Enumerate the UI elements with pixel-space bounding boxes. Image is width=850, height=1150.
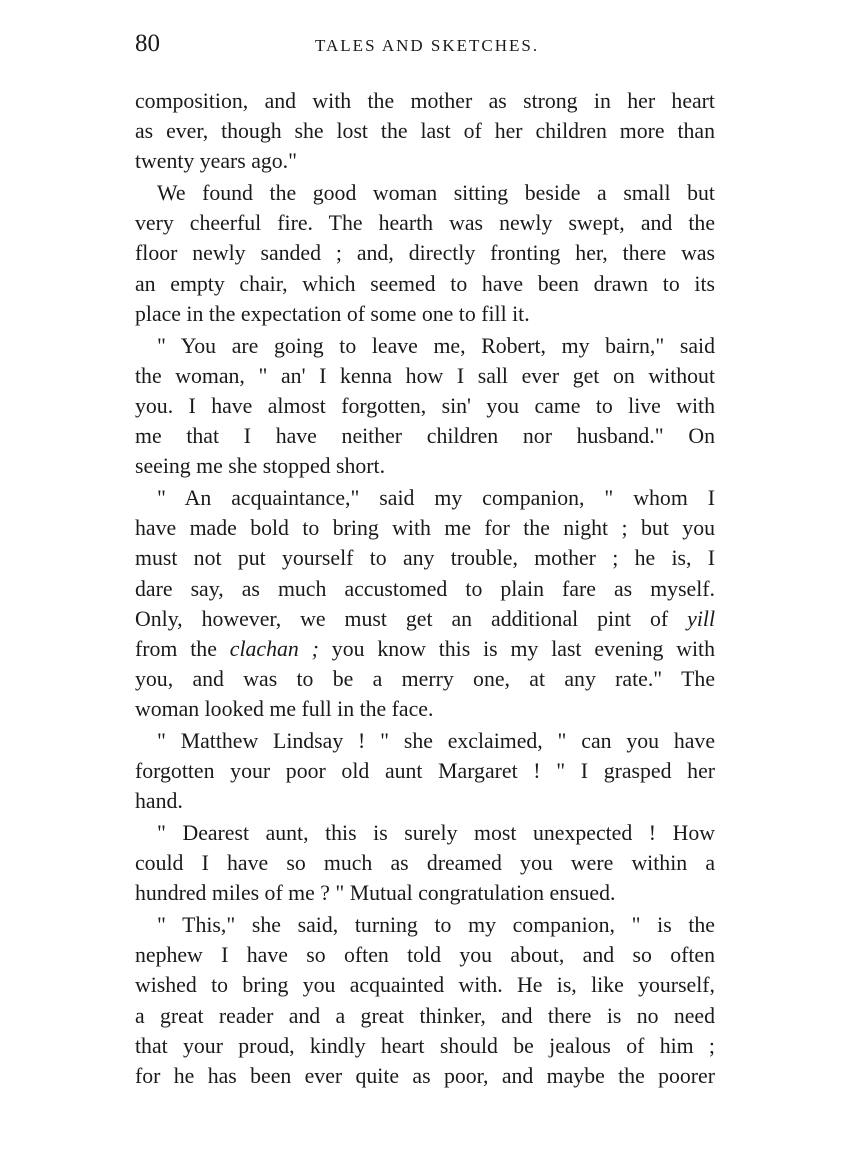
text-line: twenty years ago." <box>135 149 298 174</box>
text-line: forgotten your poor old aunt Margaret ! " I grasped her <box>135 759 715 784</box>
text-line: hand. <box>135 789 183 814</box>
text-line: you, and was to be a merry one, at any rate." The <box>135 667 715 692</box>
paragraph <box>135 86 715 177</box>
text-line: you. I have almost forgotten, sin' you came to live with <box>135 393 715 418</box>
italic-word: yill <box>687 606 715 631</box>
text-line: could I have so much as dreamed you were within a <box>135 851 715 876</box>
paragraph <box>135 818 715 909</box>
paragraph <box>135 726 715 817</box>
text-line: We found the good woman sitting beside a small but <box>157 181 715 206</box>
text-line: the woman, " an' I kenna how I sall ever get on without <box>135 363 715 388</box>
text-line: that your proud, kindly heart should be jealous of him ; <box>135 1033 715 1058</box>
text-line <box>135 634 715 664</box>
paragraph <box>135 910 715 1091</box>
text-line: for he has been ever quite as poor, and maybe the poorer <box>135 1064 715 1088</box>
text-line: composition, and with the mother as strong in her heart <box>135 89 715 113</box>
italic-word: clachan ; <box>229 636 319 661</box>
text-line: woman looked me full in the face. <box>135 697 434 722</box>
text-line: floor newly sanded ; and, directly fronting her, there was <box>135 241 715 266</box>
paragraph <box>135 483 715 725</box>
text-segment: from the <box>135 636 217 661</box>
page-body <box>135 86 715 1091</box>
text-line <box>135 604 715 634</box>
text-line: " This," she said, turning to my companion, " is the <box>157 913 715 938</box>
text-line: me that I have neither children nor husband." On <box>135 424 715 449</box>
text-line: " An acquaintance," said my companion, " whom I <box>157 485 715 510</box>
text-segment: you know this is my last evening with <box>318 636 715 661</box>
paragraph <box>135 331 715 482</box>
text-line: wished to bring you acquainted with. He is, like yourself, <box>135 973 715 998</box>
text-line: as ever, though she lost the last of her children more than <box>135 119 715 144</box>
text-line: dare say, as much accustomed to plain fare as myself. <box>135 576 715 601</box>
text-line: a great reader and a great thinker, and there is no need <box>135 1003 715 1028</box>
text-line: place in the expectation of some one to fill it. <box>135 301 530 326</box>
page-header <box>135 30 715 60</box>
text-line: nephew I have so often told you about, and so often <box>135 943 715 968</box>
text-line: must not put yourself to any trouble, mother ; he is, I <box>135 546 715 571</box>
text-line: an empty chair, which seemed to have been drawn to its <box>135 271 715 296</box>
text-segment: Only, however, we must get an additional pint of <box>135 606 669 631</box>
running-head: TALES AND SKETCHES. <box>315 36 540 55</box>
text-line: " You are going to leave me, Robert, my bairn," said <box>157 333 715 358</box>
text-line: hundred miles of me ? " Mutual congratulation ensued. <box>135 881 616 906</box>
text-line: " Dearest aunt, this is surely most unexpected ! How <box>157 821 715 845</box>
paragraph <box>135 178 715 329</box>
text-line: very cheerful fire. The hearth was newly swept, and the <box>135 211 715 236</box>
text-line: " Matthew Lindsay ! " she exclaimed, " can you have <box>157 728 715 753</box>
text-line: seeing me she stopped short. <box>135 454 386 479</box>
text-line: have made bold to bring with me for the night ; but you <box>135 516 715 541</box>
page-number: 80 <box>135 30 160 57</box>
